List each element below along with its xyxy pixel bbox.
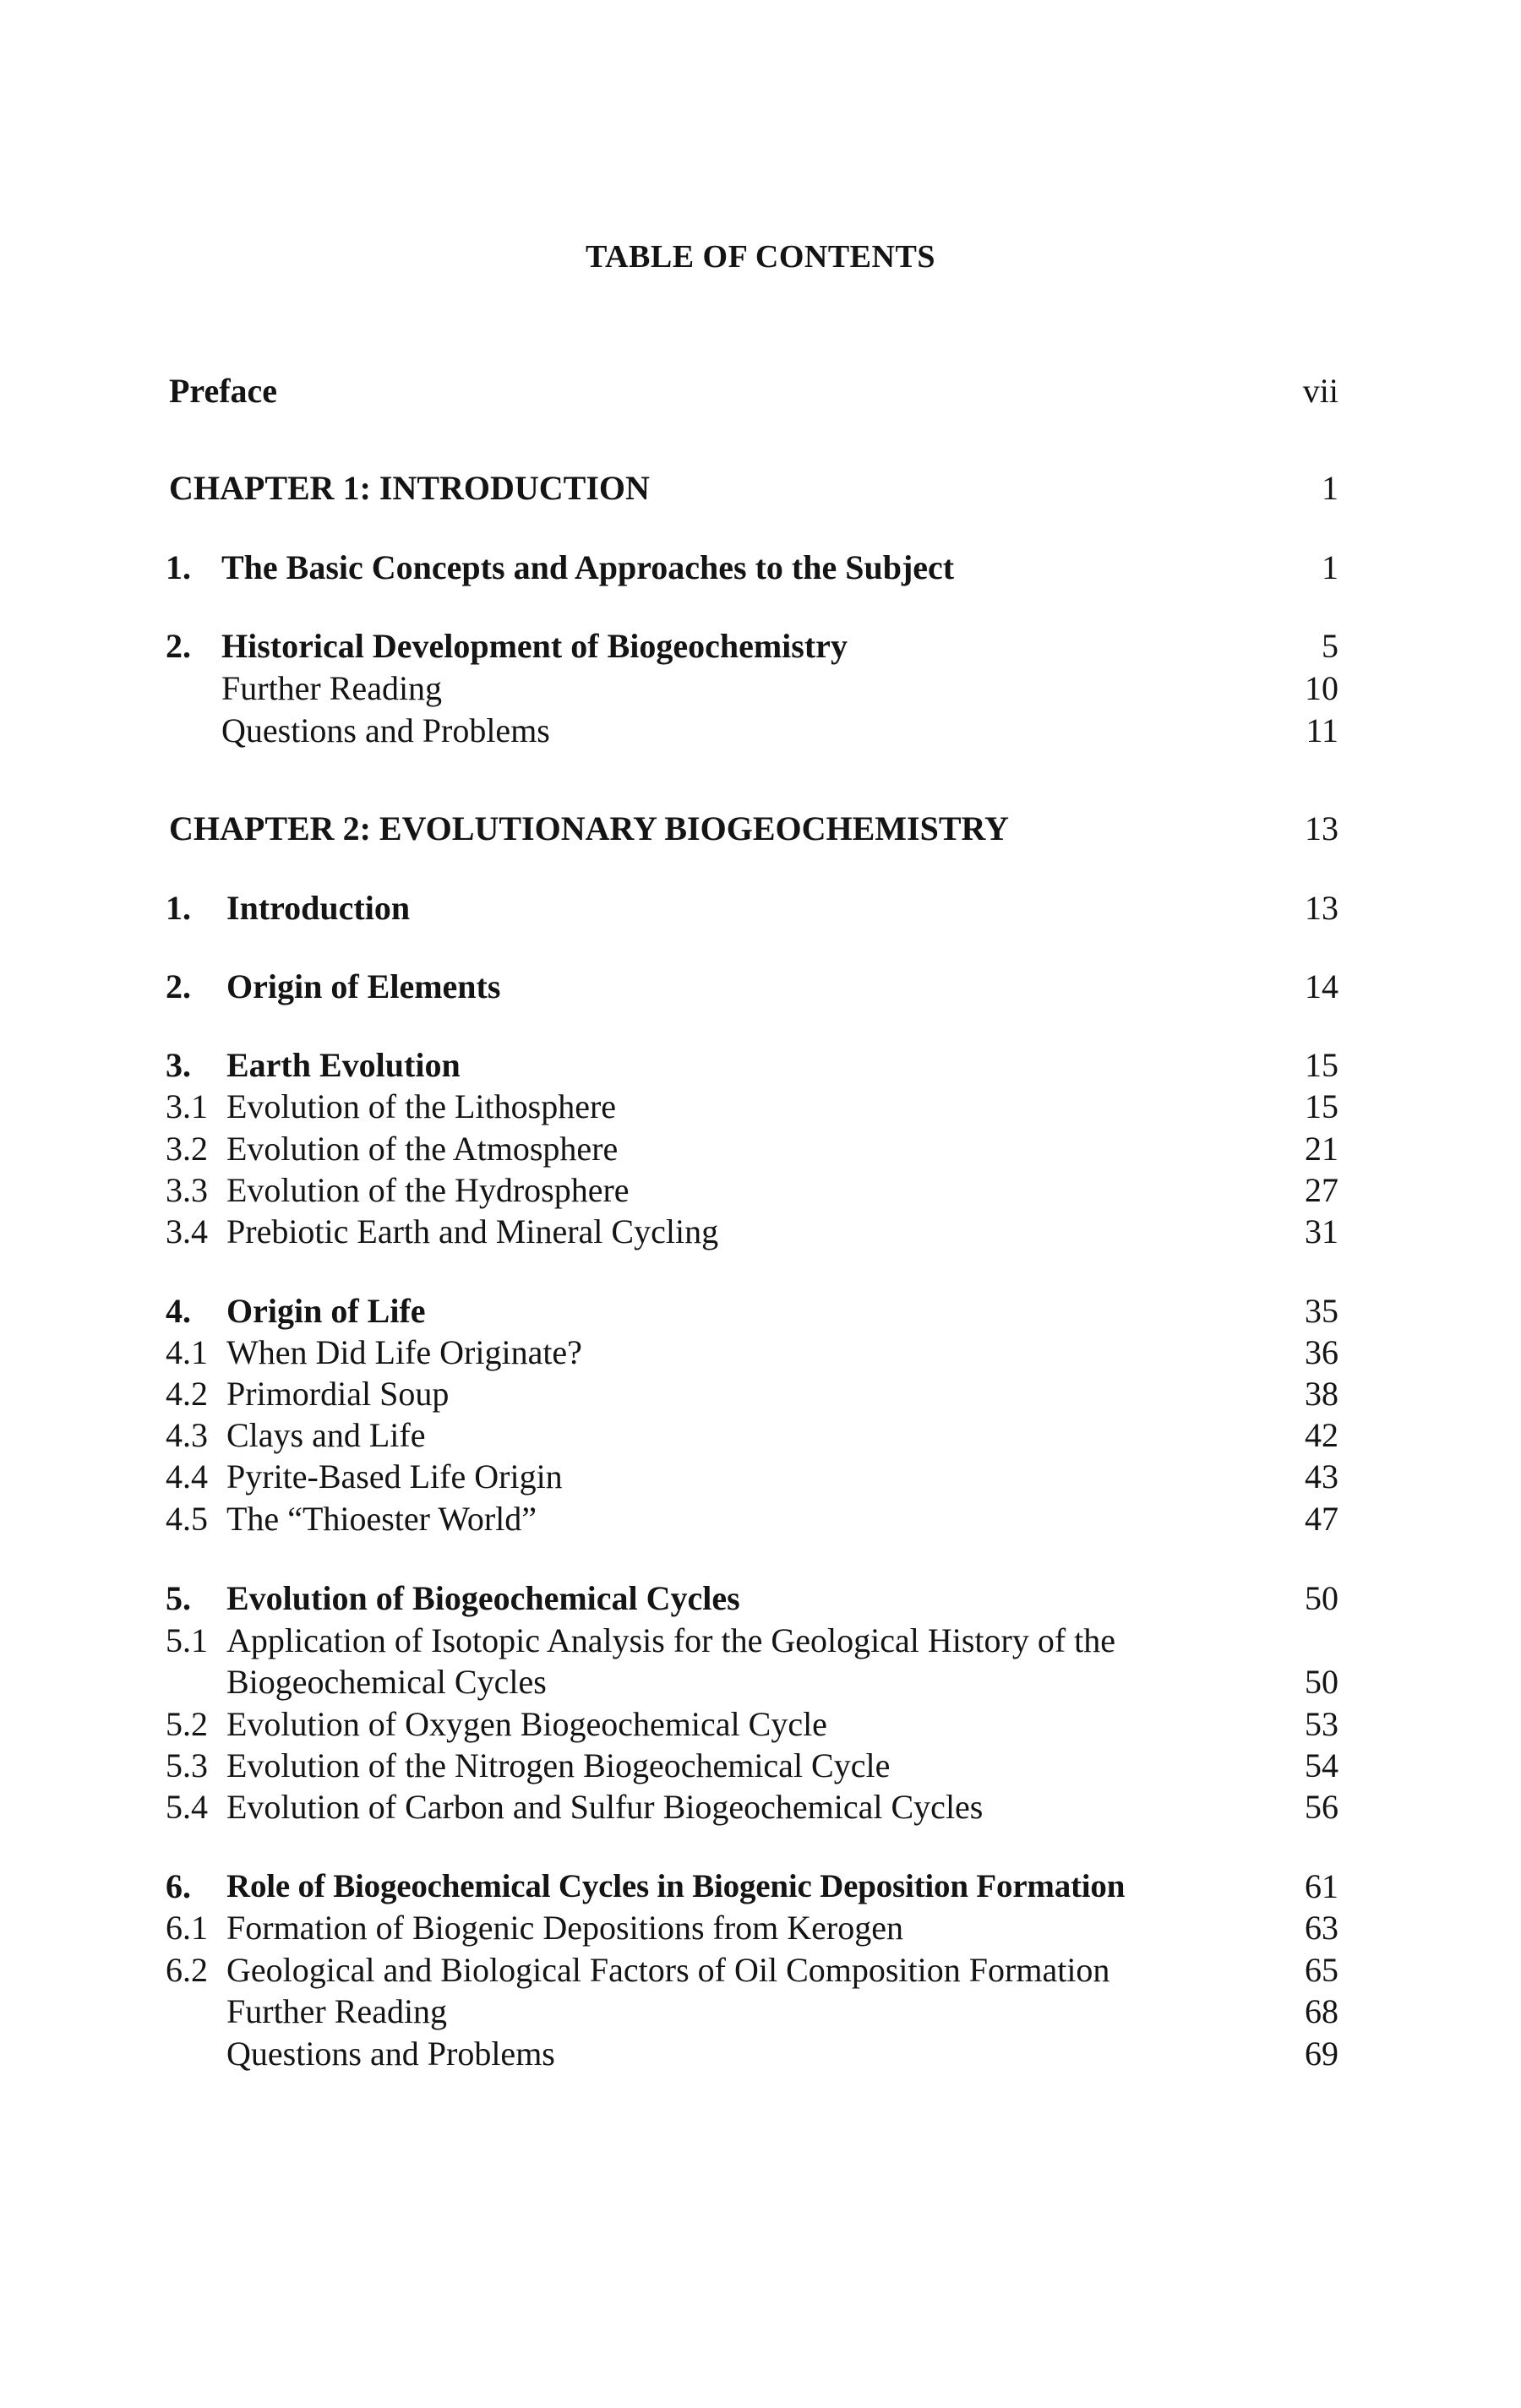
toc-section-2-5[interactable] [0,1577,1521,1620]
subsection-number: 3.4 [166,1212,208,1250]
section-number: 3. [166,1046,191,1084]
toc-questions-2[interactable] [0,2033,1521,2075]
entry-page: 35 [1305,1292,1338,1330]
toc-entry-preface[interactable] [0,370,1521,412]
subsection-title: Application of Isotopic Analysis for the Geological History of the [226,1621,1116,1659]
entry-page: 69 [1305,2035,1338,2073]
toc-subsection-6-2[interactable] [0,1949,1521,1991]
section-number: 1. [166,889,191,927]
toc-subsection-5-1[interactable] [0,1620,1521,1662]
entry-page: 1 [1322,469,1338,507]
subsection-title: Evolution of Oxygen Biogeochemical Cycle [226,1705,827,1743]
entry-title: Further Reading [221,669,443,707]
toc-chapter-1[interactable] [0,467,1521,509]
toc-subsection-5-1-cont[interactable] [0,1661,1521,1703]
toc-section-2-2[interactable] [0,966,1521,1008]
entry-page: vii [1302,372,1338,410]
toc-section-2-3[interactable] [0,1044,1521,1087]
entry-page: 13 [1305,809,1338,847]
toc-subsection-5-3[interactable] [0,1745,1521,1787]
toc-subsection-3-1[interactable] [0,1086,1521,1128]
entry-page: 50 [1305,1663,1338,1701]
entry-page: 54 [1305,1746,1338,1784]
subsection-title: Primordial Soup [226,1375,450,1413]
entry-page: 14 [1305,967,1338,1005]
toc-subsection-3-2[interactable] [0,1128,1521,1170]
entry-page: 47 [1305,1500,1338,1538]
section-title: Evolution of Biogeochemical Cycles [226,1579,740,1617]
entry-title: Preface [169,372,278,410]
entry-page: 27 [1305,1171,1338,1209]
toc-subsection-4-3[interactable] [0,1414,1521,1457]
subsection-number: 5.4 [166,1788,208,1826]
section-number: 4. [166,1292,191,1330]
subsection-title-continued: Biogeochemical Cycles [226,1663,547,1701]
entry-page: 31 [1305,1212,1338,1250]
subsection-number: 3.2 [166,1130,208,1168]
section-number: 2. [166,967,191,1005]
section-title: Historical Development of Biogeochemistry [221,627,848,665]
subsection-number: 3.1 [166,1087,208,1125]
entry-title: Questions and Problems [226,2035,555,2073]
entry-title: Further Reading [226,1992,448,2030]
entry-page: 68 [1305,1992,1338,2030]
section-title: The Basic Concepts and Approaches to the Subject [221,548,955,586]
entry-page: 50 [1305,1579,1338,1617]
subsection-number: 6.2 [166,1951,208,1989]
chapter-heading: CHAPTER 2: EVOLUTIONARY BIOGEOCHEMISTRY [169,809,1009,847]
subsection-title: Pyrite-Based Life Origin [226,1457,563,1495]
entry-page: 42 [1305,1416,1338,1454]
section-title: Introduction [226,889,411,927]
subsection-title: Evolution of the Nitrogen Biogeochemical Cycle [226,1746,891,1784]
subsection-number: 5.2 [166,1705,208,1743]
entry-page: 11 [1306,711,1338,749]
section-title: Origin of Elements [226,967,501,1005]
section-title: Origin of Life [226,1292,426,1330]
section-number: 6. [166,1867,191,1905]
subsection-number: 4.1 [166,1333,208,1371]
toc-section-2-1[interactable] [0,887,1521,929]
toc-further-reading-2[interactable] [0,1991,1521,2033]
subsection-title: Formation of Biogenic Depositions from Kerogen [226,1909,903,1947]
subsection-number: 4.3 [166,1416,208,1454]
toc-subsection-4-5[interactable] [0,1498,1521,1540]
entry-page: 43 [1305,1457,1338,1495]
section-title: Earth Evolution [226,1046,461,1084]
subsection-title: When Did Life Originate? [226,1333,582,1371]
subsection-title: Evolution of the Hydrosphere [226,1171,630,1209]
toc-subsection-4-2[interactable] [0,1373,1521,1415]
entry-page: 1 [1322,548,1338,586]
toc-subsection-3-3[interactable] [0,1169,1521,1212]
toc-chapter-2[interactable] [0,808,1521,850]
toc-section-1-1[interactable] [0,547,1521,589]
toc-subsection-6-1[interactable] [0,1907,1521,1949]
toc-subsection-4-4[interactable] [0,1456,1521,1498]
subsection-number: 4.4 [166,1457,208,1495]
entry-page: 5 [1322,627,1338,665]
subsection-number: 5.1 [166,1621,208,1659]
subsection-title: Prebiotic Earth and Mineral Cycling [226,1212,719,1250]
toc-further-reading-1[interactable] [0,667,1521,710]
section-title: Role of Biogeochemical Cycles in Biogenic Deposition Formation [226,1868,1126,1904]
toc-section-2-4[interactable] [0,1290,1521,1332]
entry-page: 13 [1305,889,1338,927]
entry-page: 15 [1305,1087,1338,1125]
toc-subsection-4-1[interactable] [0,1332,1521,1374]
entry-page: 10 [1305,669,1338,707]
entry-page: 15 [1305,1046,1338,1084]
entry-page: 63 [1305,1909,1338,1947]
chapter-heading: CHAPTER 1: INTRODUCTION [169,469,650,507]
toc-questions-1[interactable] [0,710,1521,752]
subsection-number: 4.2 [166,1375,208,1413]
subsection-title: Evolution of the Atmosphere [226,1130,619,1168]
entry-page: 36 [1305,1333,1338,1371]
entry-page: 61 [1305,1867,1338,1905]
toc-subsection-3-4[interactable] [0,1211,1521,1253]
subsection-title: Geological and Biological Factors of Oil Composition Formation [226,1951,1110,1989]
toc-section-2-6[interactable] [0,1866,1521,1908]
subsection-title: Evolution of Carbon and Sulfur Biogeochemical Cycles [226,1788,984,1826]
section-number: 5. [166,1579,191,1617]
entry-title: Questions and Problems [221,711,550,749]
toc-subsection-5-2[interactable] [0,1703,1521,1746]
entry-page: 21 [1305,1130,1338,1168]
section-number: 2. [166,627,191,665]
toc-section-1-2[interactable] [0,625,1521,667]
subsection-title: Evolution of the Lithosphere [226,1087,617,1125]
subsection-number: 3.3 [166,1171,208,1209]
subsection-number: 5.3 [166,1746,208,1784]
entry-page: 38 [1305,1375,1338,1413]
entry-page: 53 [1305,1705,1338,1743]
page-title: TABLE OF CONTENTS [586,239,935,275]
section-number: 1. [166,548,191,586]
entry-page: 65 [1305,1951,1338,1989]
entry-page: 56 [1305,1788,1338,1826]
subsection-number: 6.1 [166,1909,208,1947]
subsection-title: Clays and Life [226,1416,426,1454]
subsection-number: 4.5 [166,1500,208,1538]
subsection-title: The “Thioester World” [226,1500,537,1538]
toc-subsection-5-4[interactable] [0,1786,1521,1828]
